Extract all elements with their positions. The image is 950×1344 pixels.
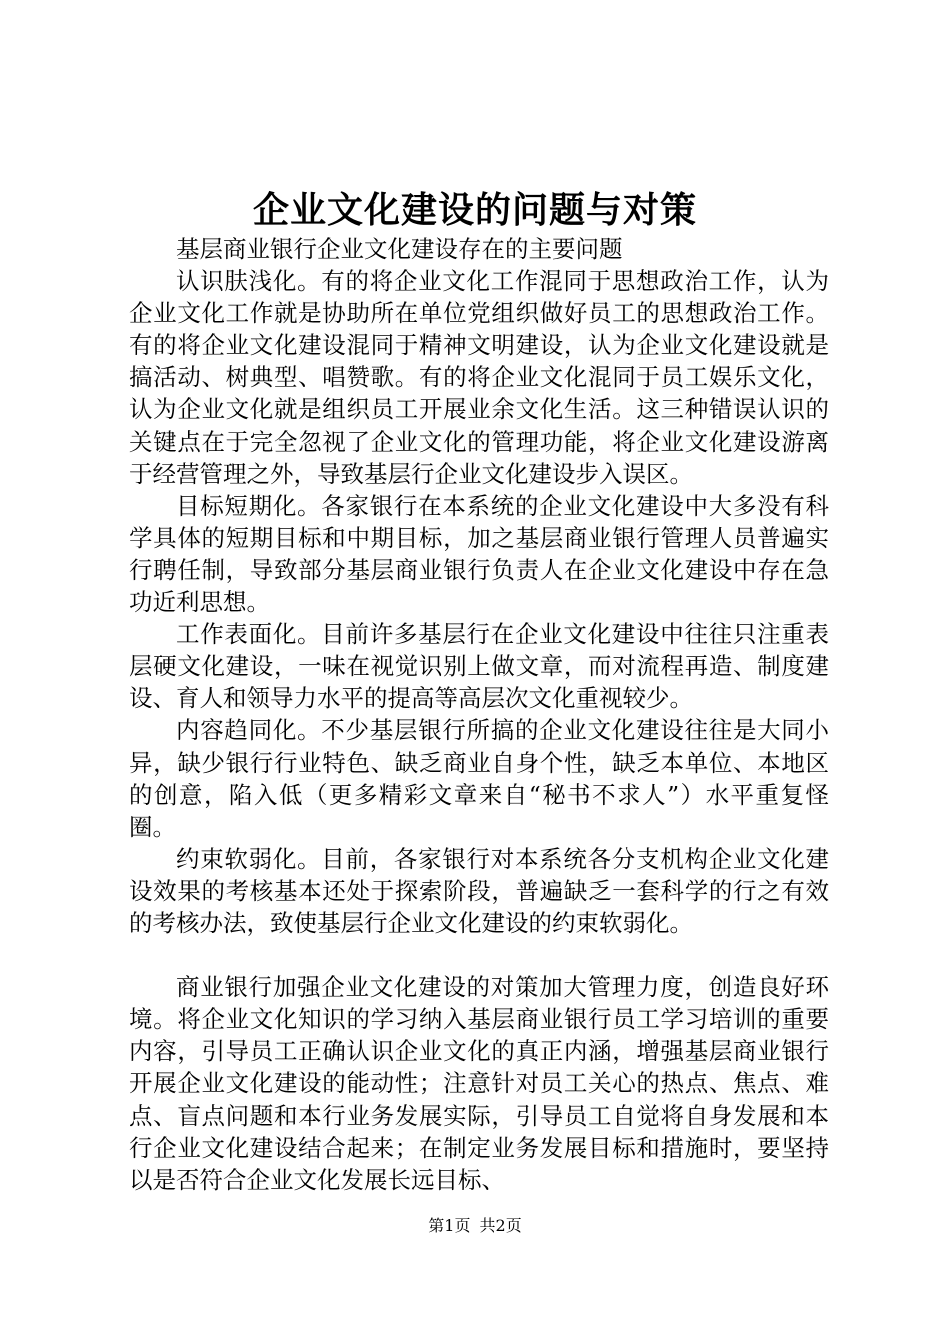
section-heading-problems: 基层商业银行企业文化建设存在的主要问题 [176, 235, 623, 263]
paragraph-countermeasures: 商业银行加强企业文化建设的对策加大管理力度，创造良好环境。将企业文化知识的学习纳入基层商业银行员工学习培训的重要内容，引导员工正确认识企业文化的真正内涵，增强基层商业银行开展企业文化建设的能动性；注意针对员工关心的热点、焦点、难点、盲点问题和本行业务发展实际，引导员工自觉将自身发展和本行企业文化建设结合起来；在制定业务发展目标和措施时，要坚持以是否符合企业文化发展长远目标、 [129, 973, 829, 1194]
document-title: 企业文化建设的问题与对策 [252, 189, 697, 231]
paragraph-superficial-work: 工作表面化。目前许多基层行在企业文化建设中往往只注重表层硬文化建设，一味在视觉识别上做文章，而对流程再造、制度建设、育人和领导力水平的提高等高层次文化重视较少。 [129, 620, 829, 713]
page-footer [0, 1214, 950, 1238]
paragraph-spacer [129, 939, 829, 971]
paragraph-weak-constraints: 约束软弱化。目前，各家银行对本系统各分支机构企业文化建设效果的考核基本还处于探索阶段，普遍缺乏一套科学的行之有效的考核办法，致使基层行企业文化建设的约束软弱化。 [129, 844, 829, 937]
paragraph-short-term-goals: 目标短期化。各家银行在本系统的企业文化建设中大多没有科学具体的短期目标和中期目标，加之基层商业银行管理人员普遍实行聘任制，导致部分基层商业银行负责人在企业文化建设中存在急功近利思想。 [129, 491, 829, 617]
paragraph-shallow-understanding: 认识肤浅化。有的将企业文化工作混同于思想政治工作，认为企业文化工作就是协助所在单位党组织做好员工的思想政治工作。有的将企业文化建设混同于精神文明建设，认为企业文化建设就是搞活动、树典型、唱赞歌。有的将企业文化混同于员工娱乐文化，认为企业文化就是组织员工开展业余文化生活。这三种错误认识的关键点在于完全忽视了企业文化的管理功能，将企业文化建设游离于经营管理之外，导致基层行企业文化建设步入误区。 [129, 267, 829, 488]
document-body [129, 233, 829, 1196]
page-total: 共2页 [479, 1216, 522, 1235]
paragraph-content-homogenization: 内容趋同化。不少基层银行所搞的企业文化建设往往是大同小异，缺少银行行业特色、缺乏商业自身个性，缺乏本单位、本地区的创意，陷入低（更多精彩文章来自“秘书不求人”）水平重复怪圈。 [129, 716, 829, 841]
page-number: 第1页 [428, 1216, 471, 1235]
